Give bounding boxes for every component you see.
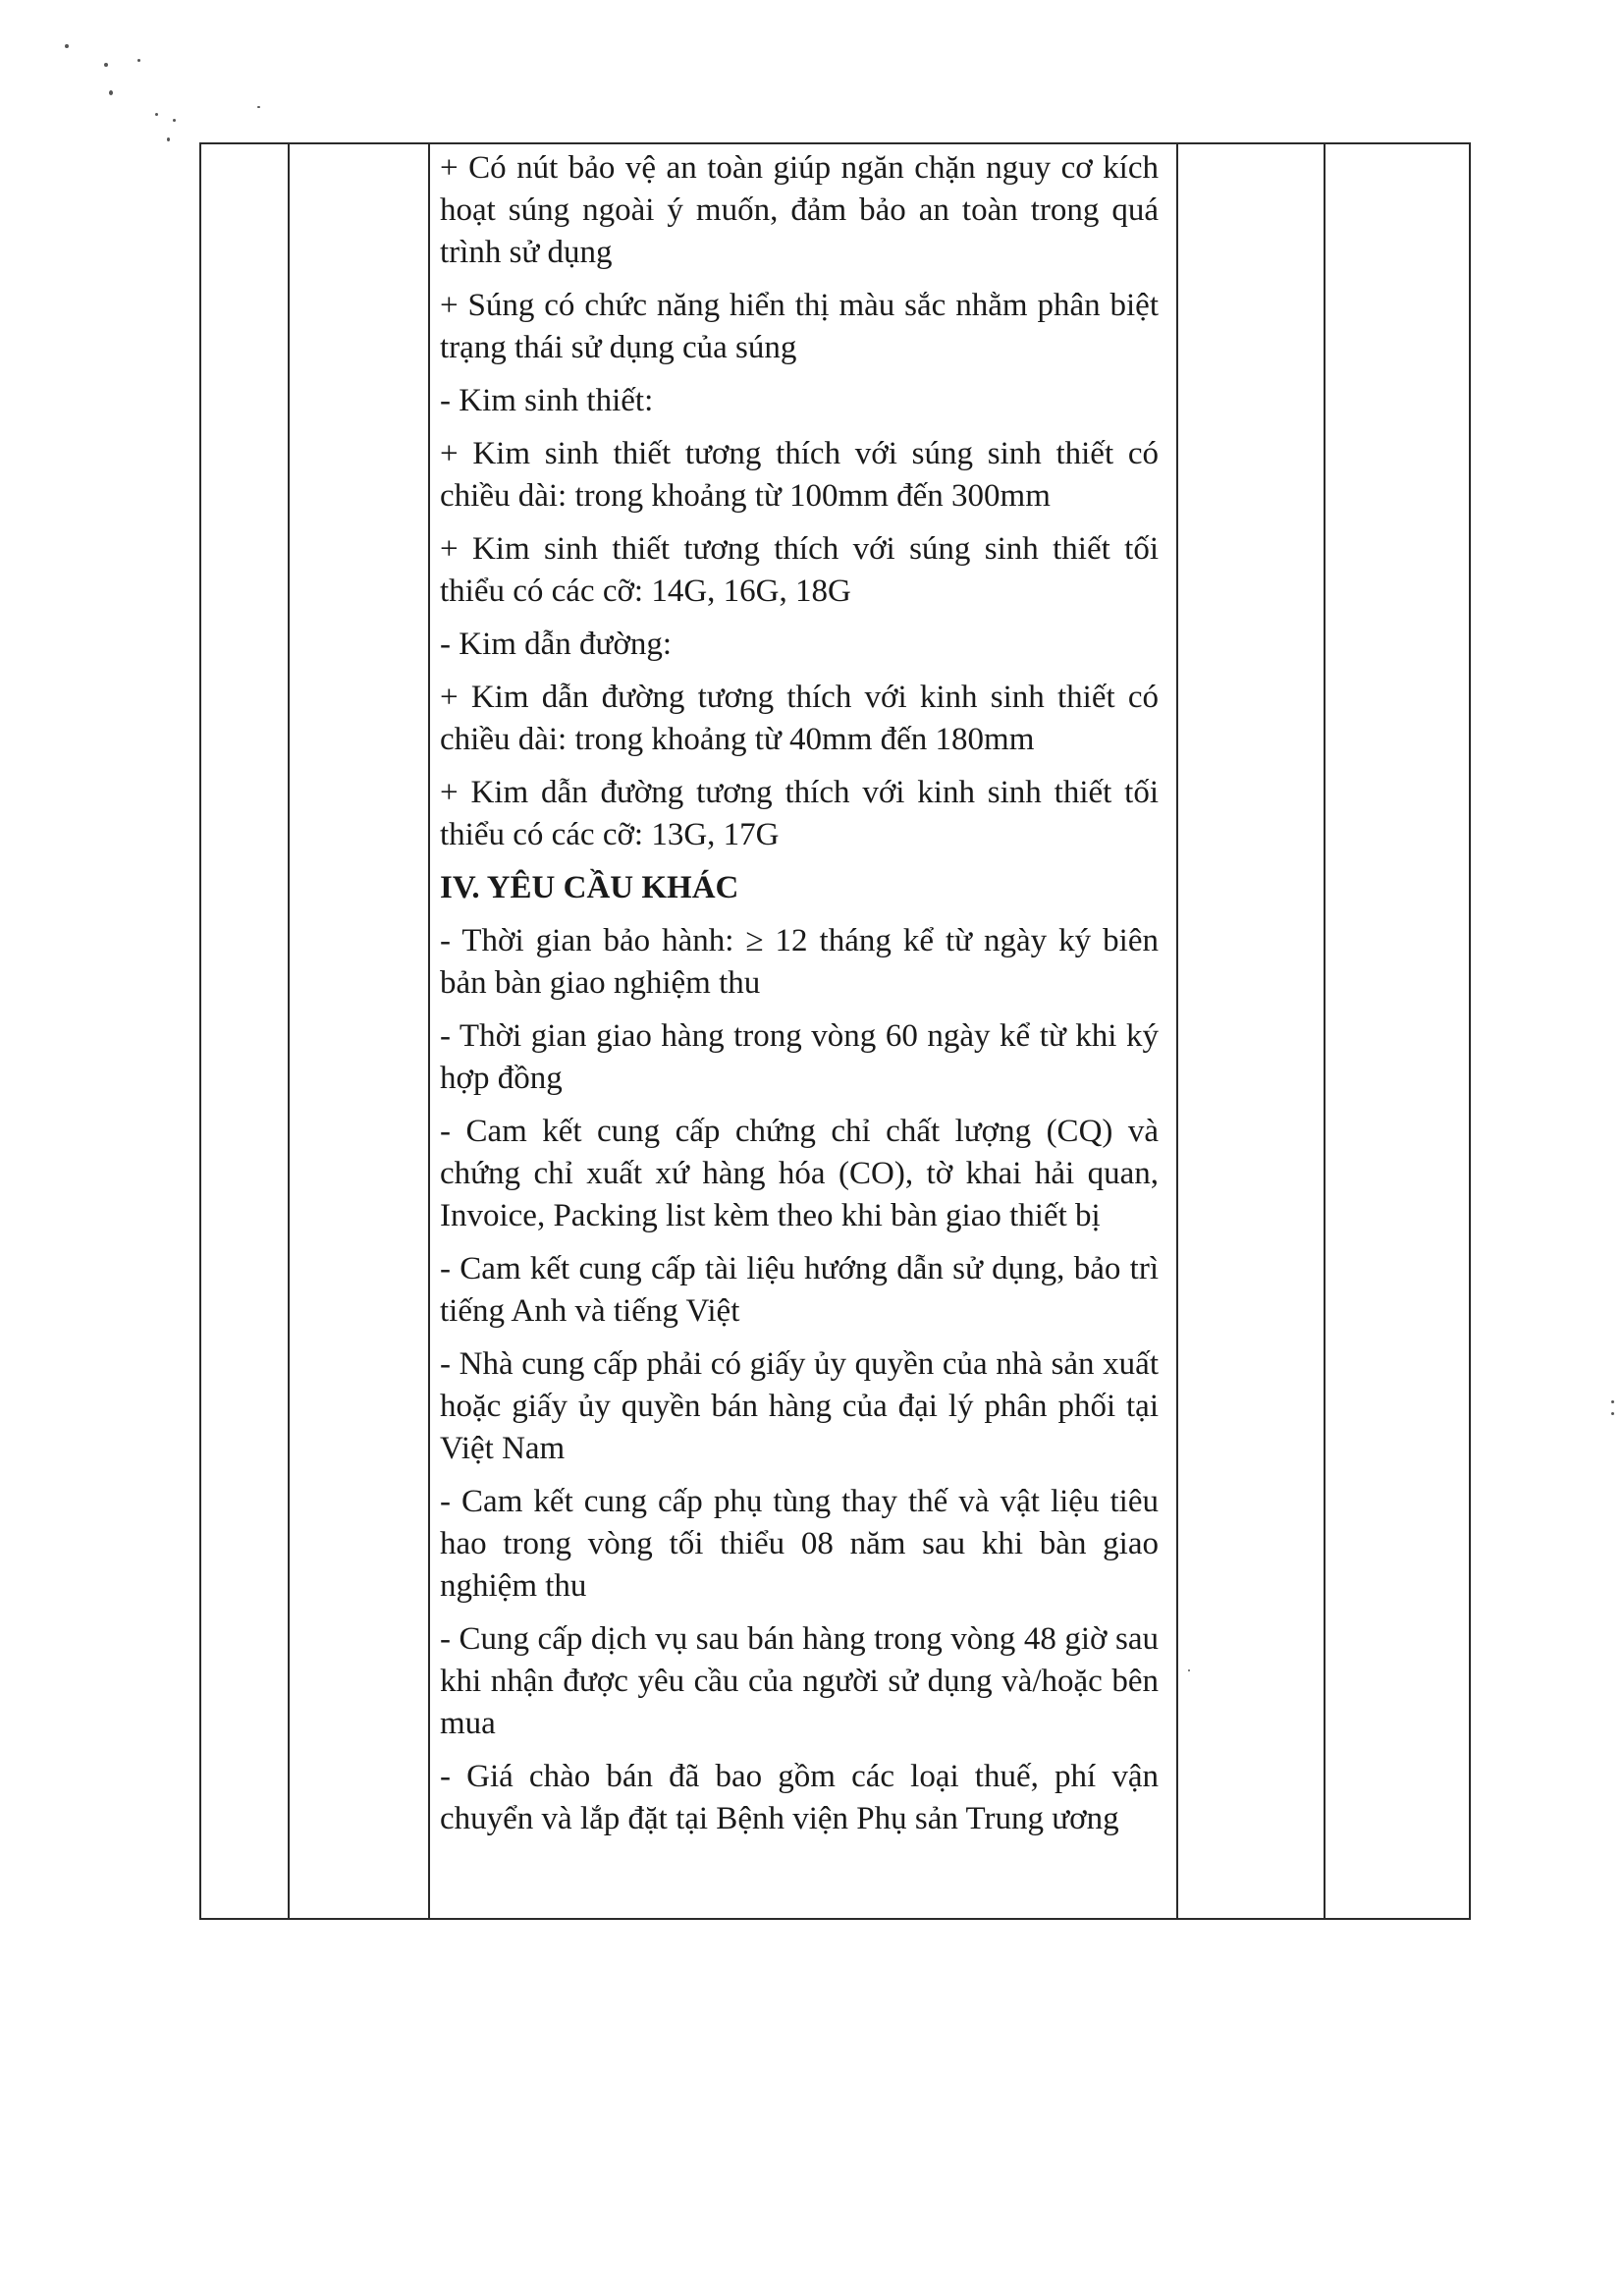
scan-speck	[1611, 1412, 1614, 1415]
spec-paragraph: - Kim dẫn đường:	[440, 627, 673, 662]
requirement-paragraph: - Cam kết cung cấp tài liệu hướng dẫn sử dụng, bảo trì tiếng Anh và tiếng Việt	[440, 1251, 1159, 1329]
table-column-divider	[288, 144, 290, 1918]
table-column-divider	[1176, 144, 1178, 1918]
scan-speck	[65, 44, 69, 48]
spec-paragraph: + Súng có chức năng hiển thị màu sắc nhằm phân biệt trạng thái sử dụng của súng	[440, 288, 1159, 365]
spec-paragraph: + Kim dẫn đường tương thích với kinh sinh thiết có chiều dài: trong khoảng từ 40mm đến 180mm	[440, 680, 1159, 757]
section-heading: IV. YÊU CẦU KHÁC	[440, 870, 739, 905]
spec-paragraph: - Kim sinh thiết:	[440, 383, 654, 418]
spec-cell-content	[440, 147, 1159, 1851]
spec-paragraph: + Kim sinh thiết tương thích với súng sinh thiết tối thiểu có các cỡ: 14G, 16G, 18G	[440, 531, 1159, 609]
scan-speck	[137, 59, 140, 62]
requirement-paragraph: - Thời gian bảo hành: ≥ 12 tháng kể từ ngày ký biên bản bàn giao nghiệm thu	[440, 923, 1159, 1001]
spec-paragraph: + Kim dẫn đường tương thích với kinh sinh thiết tối thiểu có các cỡ: 13G, 17G	[440, 775, 1159, 852]
requirement-paragraph: - Cung cấp dịch vụ sau bán hàng trong vòng 48 giờ sau khi nhận được yêu cầu của người sử dụng và/hoặc bên mua	[440, 1621, 1159, 1741]
requirement-paragraph: - Cam kết cung cấp chứng chỉ chất lượng (CQ) và chứng chỉ xuất xứ hàng hóa (CO), tờ khai hải quan, Invoice, Packing list kèm theo khi bàn giao thiết bị	[440, 1114, 1159, 1233]
requirement-paragraph: - Nhà cung cấp phải có giấy ủy quyền của nhà sản xuất hoặc giấy ủy quyền bán hàng của đại lý phân phối tại Việt Nam	[440, 1346, 1159, 1466]
table-column-divider	[1324, 144, 1325, 1918]
spec-paragraph: + Kim sinh thiết tương thích với súng sinh thiết có chiều dài: trong khoảng từ 100mm đến 300mm	[440, 436, 1159, 514]
requirement-paragraph: - Thời gian giao hàng trong vòng 60 ngày kể từ khi ký hợp đồng	[440, 1018, 1159, 1096]
scan-speck	[257, 106, 260, 108]
requirement-paragraph: - Giá chào bán đã bao gồm các loại thuế, phí vận chuyển và lắp đặt tại Bệnh viện Phụ sản Trung ương	[440, 1759, 1159, 1836]
scan-speck	[155, 113, 158, 116]
scan-speck	[104, 63, 108, 67]
scan-speck	[173, 119, 176, 122]
scan-speck	[167, 137, 170, 141]
spec-paragraph: + Có nút bảo vệ an toàn giúp ngăn chặn nguy cơ kích hoạt súng ngoài ý muốn, đảm bảo an toàn trong quá trình sử dụng	[440, 150, 1159, 270]
scan-speck	[1611, 1400, 1614, 1403]
requirement-paragraph: - Cam kết cung cấp phụ tùng thay thế và vật liệu tiêu hao trong vòng tối thiểu 08 năm sau khi bàn giao nghiệm thu	[440, 1484, 1159, 1604]
table-column-divider	[428, 144, 430, 1918]
scan-speck	[109, 90, 113, 95]
